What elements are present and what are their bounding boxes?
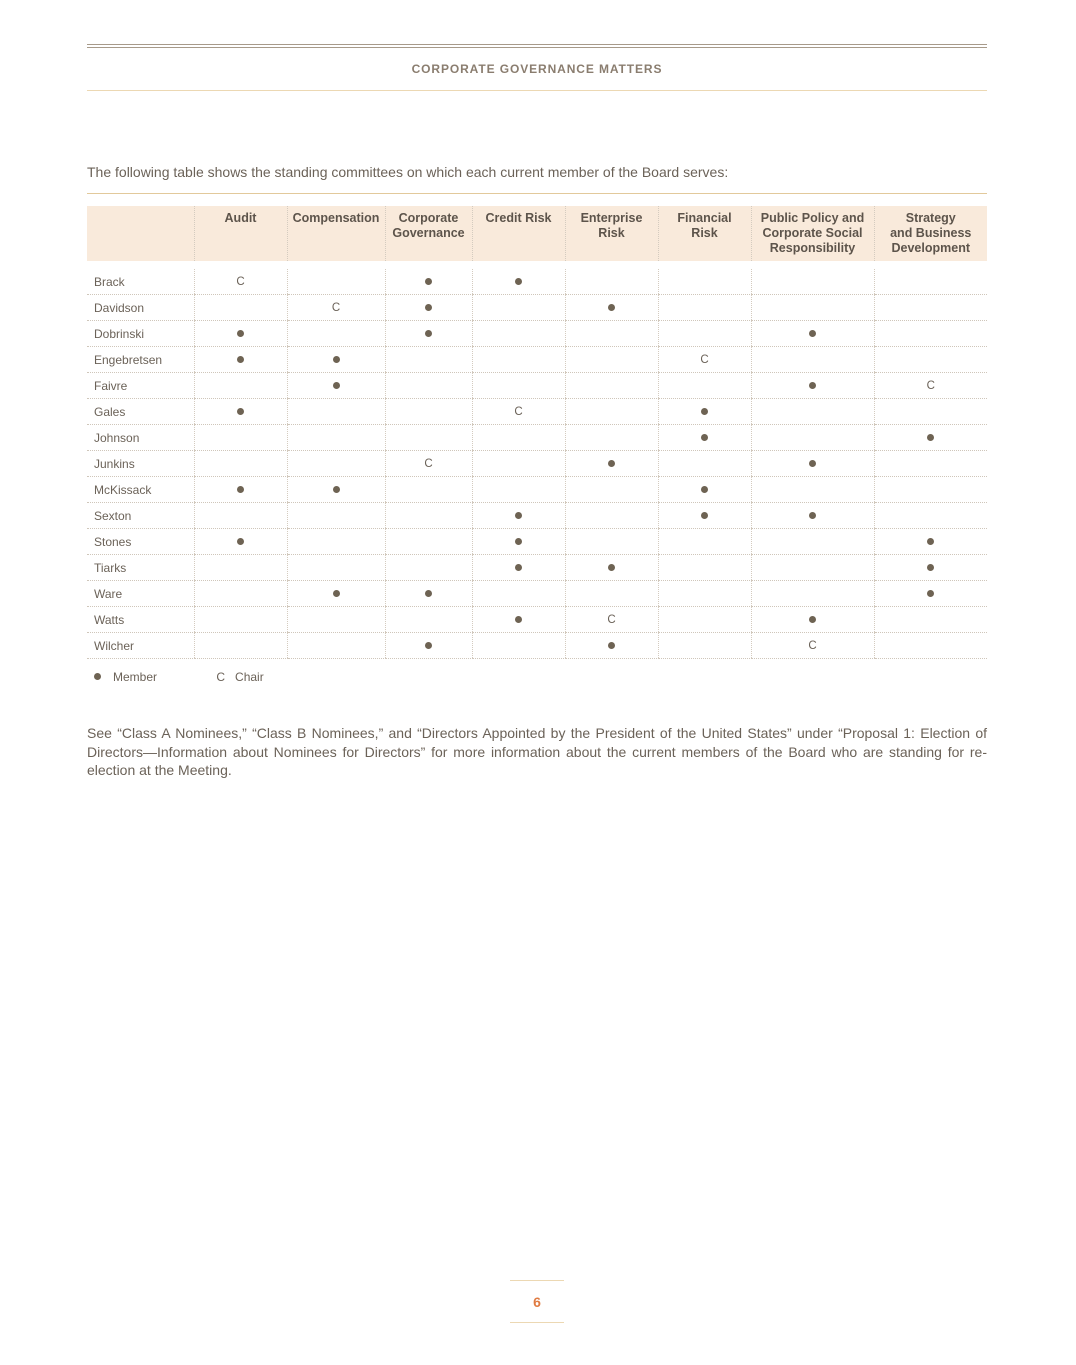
committee-cell: [874, 503, 987, 529]
page-number-bottom-rule: [510, 1322, 564, 1323]
committee-cell: [194, 347, 287, 373]
committee-cell: [565, 451, 658, 477]
page-number-top-rule: [510, 1280, 564, 1281]
column-header: [385, 206, 472, 261]
table-row: [87, 451, 987, 477]
committee-cell: [287, 633, 385, 659]
committee-cell: [472, 633, 565, 659]
committee-cell: [565, 555, 658, 581]
committee-cell: [874, 347, 987, 373]
committee-cell: [194, 607, 287, 633]
member-dot-icon: [608, 564, 615, 571]
column-header: [658, 206, 751, 261]
committee-cell: [658, 581, 751, 607]
column-header-line: Responsibility: [769, 241, 856, 255]
column-header-line: Corporate: [398, 211, 459, 225]
member-dot-icon: [333, 486, 340, 493]
committee-cell: [385, 373, 472, 399]
director-name: Junkins: [87, 451, 194, 477]
column-header-line: Corporate Social: [762, 226, 863, 240]
director-name: Faivre: [87, 373, 194, 399]
committee-cell: [472, 425, 565, 451]
intro-text: The following table shows the standing committees on which each current member of the Board serves:: [87, 164, 729, 180]
table-row: [87, 555, 987, 581]
committee-cell: [874, 269, 987, 295]
column-header: [874, 206, 987, 261]
table-row: [87, 607, 987, 633]
member-dot-icon: [425, 304, 432, 311]
committee-cell: [472, 529, 565, 555]
committee-cell: [751, 581, 874, 607]
committee-cell: [751, 347, 874, 373]
committee-cell: [287, 581, 385, 607]
committee-cell: [385, 581, 472, 607]
column-header-line: Enterprise: [580, 211, 643, 225]
committee-membership-table: [87, 206, 987, 659]
director-name: Johnson: [87, 425, 194, 451]
committee-cell: [472, 607, 565, 633]
committee-cell: [472, 581, 565, 607]
committee-cell: [472, 295, 565, 321]
director-name: Stones: [87, 529, 194, 555]
member-dot-icon: [809, 512, 816, 519]
committee-cell: [385, 555, 472, 581]
committee-cell: [658, 399, 751, 425]
director-name: Gales: [87, 399, 194, 425]
committee-cell: [874, 295, 987, 321]
committee-cell: [287, 425, 385, 451]
committee-cell: [658, 607, 751, 633]
chair-mark: C: [926, 379, 935, 392]
committee-cell: [194, 451, 287, 477]
committee-cell: [874, 425, 987, 451]
committee-cell: [385, 503, 472, 529]
committee-cell: [751, 607, 874, 633]
member-dot-icon: [237, 538, 244, 545]
committee-cell: [565, 581, 658, 607]
committee-cell: [287, 321, 385, 347]
member-dot-icon: [515, 616, 522, 623]
director-name: Ware: [87, 581, 194, 607]
intro-divider: [87, 193, 987, 194]
committee-cell: [472, 503, 565, 529]
committee-cell: [565, 425, 658, 451]
table-row: [87, 477, 987, 503]
column-header: [751, 206, 874, 261]
director-name: Tiarks: [87, 555, 194, 581]
committee-cell: [472, 321, 565, 347]
committee-cell: [874, 633, 987, 659]
committee-cell: [658, 347, 751, 373]
member-dot-icon: [608, 460, 615, 467]
member-dot-icon: [237, 486, 244, 493]
committee-cell: [385, 269, 472, 295]
committee-cell: [751, 451, 874, 477]
member-dot-icon: [515, 538, 522, 545]
table-row: [87, 633, 987, 659]
committee-cell: [472, 555, 565, 581]
column-header: [472, 206, 565, 261]
committee-cell: [287, 529, 385, 555]
committee-cell: [658, 425, 751, 451]
committee-cell: [385, 425, 472, 451]
column-header-line: Credit Risk: [485, 211, 552, 225]
header-divider: [87, 90, 987, 91]
committee-cell: [287, 503, 385, 529]
member-dot-icon: [701, 434, 708, 441]
table-row: [87, 373, 987, 399]
table-header-row: [87, 206, 987, 261]
chair-mark: C: [808, 639, 817, 652]
director-name: McKissack: [87, 477, 194, 503]
chair-mark: C: [607, 613, 616, 626]
committee-cell: [472, 399, 565, 425]
committee-cell: [874, 529, 987, 555]
member-dot-icon: [608, 642, 615, 649]
committee-cell: [385, 347, 472, 373]
committee-cell: [658, 451, 751, 477]
member-dot-icon: [701, 486, 708, 493]
member-dot-icon: [425, 590, 432, 597]
committee-cell: [751, 269, 874, 295]
member-dot-icon: [927, 590, 934, 597]
committee-cell: [472, 269, 565, 295]
committee-cell: [472, 477, 565, 503]
legend-chair-item: [216, 670, 263, 684]
committee-cell: [287, 451, 385, 477]
committee-cell: [874, 581, 987, 607]
committee-cell: [385, 321, 472, 347]
committee-cell: [194, 477, 287, 503]
column-header-line: Governance: [392, 226, 465, 240]
committee-cell: [385, 399, 472, 425]
member-dot-icon: [333, 382, 340, 389]
committee-cell: [287, 269, 385, 295]
committee-cell: [751, 373, 874, 399]
director-name: Dobrinski: [87, 321, 194, 347]
chair-mark: C: [331, 301, 341, 314]
legend-chair-label: Chair: [235, 670, 264, 684]
committee-cell: [565, 347, 658, 373]
member-dot-icon: [701, 512, 708, 519]
table-row: [87, 399, 987, 425]
chair-mark: C: [216, 670, 226, 684]
committee-cell: [385, 451, 472, 477]
committee-cell: [287, 607, 385, 633]
chair-mark: C: [700, 353, 709, 366]
member-dot-icon: [515, 564, 522, 571]
section-title: CORPORATE GOVERNANCE MATTERS: [411, 62, 663, 76]
committee-cell: [565, 529, 658, 555]
committee-cell: [658, 295, 751, 321]
column-header-line: Risk: [598, 226, 625, 240]
column-header-line: and Business: [890, 226, 972, 240]
table-row: [87, 295, 987, 321]
committee-cell: [287, 555, 385, 581]
column-header-line: Risk: [691, 226, 718, 240]
committee-cell: [751, 295, 874, 321]
member-dot-icon: [809, 616, 816, 623]
committee-cell: [751, 633, 874, 659]
table-row: [87, 529, 987, 555]
committee-cell: [385, 529, 472, 555]
committee-cell: [385, 607, 472, 633]
table-row: [87, 269, 987, 295]
committee-cell: [751, 555, 874, 581]
member-dot-icon: [515, 278, 522, 285]
committee-cell: [194, 295, 287, 321]
footnote-text: See “Class A Nominees,” “Class B Nominees,” and “Directors Appointed by the President of the United States” under “Proposal 1: Election of Directors—Information about Nominees for Directors” for more information about the current members of the Board who are standing for re-election at the Meeting.: [87, 725, 987, 778]
member-dot-icon: [425, 330, 432, 337]
member-dot-icon: [237, 356, 244, 363]
committee-cell: [751, 321, 874, 347]
member-dot-icon: [333, 356, 340, 363]
committee-cell: [874, 399, 987, 425]
director-name: Engebretsen: [87, 347, 194, 373]
committee-cell: [565, 503, 658, 529]
member-dot-icon: [237, 408, 244, 415]
chair-mark: C: [514, 405, 523, 418]
committee-cell: [194, 373, 287, 399]
committee-cell: [565, 321, 658, 347]
column-header-line: Financial: [677, 211, 732, 225]
committee-cell: [565, 477, 658, 503]
committee-cell: [565, 269, 658, 295]
director-name: Brack: [87, 269, 194, 295]
table-row: [87, 503, 987, 529]
committee-cell: [874, 321, 987, 347]
committee-cell: [751, 399, 874, 425]
member-dot-icon: [333, 590, 340, 597]
table-row: [87, 581, 987, 607]
committee-cell: [194, 425, 287, 451]
director-name: Watts: [87, 607, 194, 633]
committee-cell: [565, 399, 658, 425]
committee-cell: [194, 581, 287, 607]
header-double-rule: [87, 44, 987, 48]
member-dot-icon: [809, 382, 816, 389]
chair-mark: C: [424, 457, 433, 470]
committee-cell: [874, 373, 987, 399]
committee-cell: [194, 321, 287, 347]
table-legend: [94, 670, 264, 684]
committee-cell: [472, 451, 565, 477]
committee-cell: [287, 347, 385, 373]
committee-cell: [472, 347, 565, 373]
column-header: [194, 206, 287, 261]
committee-cell: [287, 399, 385, 425]
committee-cell: [658, 321, 751, 347]
member-dot-icon: [425, 642, 432, 649]
committee-cell: [751, 425, 874, 451]
committee-cell: [194, 399, 287, 425]
committee-cell: [874, 451, 987, 477]
committee-cell: [658, 529, 751, 555]
director-name: Davidson: [87, 295, 194, 321]
member-dot-icon: [927, 434, 934, 441]
member-dot-icon: [515, 512, 522, 519]
committee-cell: [194, 269, 287, 295]
column-header-line: Strategy: [905, 211, 956, 225]
committee-cell: [874, 555, 987, 581]
table-row: [87, 347, 987, 373]
committee-cell: [565, 295, 658, 321]
committee-cell: [658, 633, 751, 659]
committee-cell: [287, 295, 385, 321]
member-dot-icon: [809, 460, 816, 467]
committee-cell: [194, 555, 287, 581]
column-header: [565, 206, 658, 261]
committee-cell: [565, 373, 658, 399]
committee-cell: [658, 269, 751, 295]
committee-cell: [751, 477, 874, 503]
table-row: [87, 321, 987, 347]
table-row: [87, 425, 987, 451]
committee-cell: [194, 503, 287, 529]
committee-cell: [194, 633, 287, 659]
column-header-line: Public Policy and: [760, 211, 865, 225]
column-header: [287, 206, 385, 261]
member-dot-icon: [809, 330, 816, 337]
committee-cell: [874, 607, 987, 633]
member-dot-icon: [608, 304, 615, 311]
legend-member-label: Member: [113, 670, 158, 684]
header-name-column: [87, 206, 194, 261]
column-header-line: Audit: [224, 211, 257, 225]
committee-cell: [287, 477, 385, 503]
committee-cell: [658, 373, 751, 399]
column-header-line: Compensation: [292, 211, 380, 225]
committee-cell: [658, 477, 751, 503]
director-name: Wilcher: [87, 633, 194, 659]
committee-cell: [874, 477, 987, 503]
committee-cell: [385, 477, 472, 503]
committee-cell: [472, 373, 565, 399]
committee-cell: [751, 503, 874, 529]
member-dot-icon: [237, 330, 244, 337]
member-dot-icon: [701, 408, 708, 415]
committee-cell: [385, 295, 472, 321]
committee-cell: [565, 633, 658, 659]
chair-mark: C: [236, 275, 245, 288]
page-number: 6: [533, 1294, 541, 1310]
member-dot-icon: [927, 564, 934, 571]
committee-cell: [658, 555, 751, 581]
member-dot-icon: [94, 673, 101, 680]
director-name: Sexton: [87, 503, 194, 529]
column-header-line: Development: [891, 241, 970, 255]
member-dot-icon: [927, 538, 934, 545]
committee-cell: [658, 503, 751, 529]
committee-cell: [385, 633, 472, 659]
member-dot-icon: [425, 278, 432, 285]
committee-cell: [194, 529, 287, 555]
committee-cell: [565, 607, 658, 633]
committee-cell: [287, 373, 385, 399]
committee-cell: [751, 529, 874, 555]
